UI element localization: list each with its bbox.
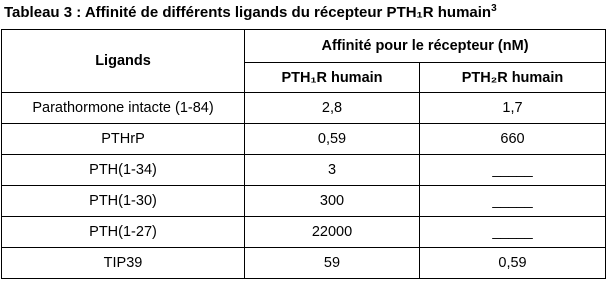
ligand-affinity-table bbox=[1, 29, 606, 279]
header-ligands: Ligands bbox=[2, 30, 245, 93]
table-row bbox=[2, 248, 606, 279]
table-row bbox=[2, 217, 606, 248]
cell-ligand: Parathormone intacte (1-84) bbox=[2, 93, 245, 124]
cell-ligand: PTH(1-34) bbox=[2, 155, 245, 186]
cell-pth1r-affinity: 2,8 bbox=[245, 93, 420, 124]
cell-ligand: PTH(1-27) bbox=[2, 217, 245, 248]
cell-pth2r-affinity: 0,59 bbox=[420, 248, 606, 279]
header-receptor-affinity: Affinité pour le récepteur (nM) bbox=[245, 30, 606, 63]
cell-ligand: PTHrP bbox=[2, 124, 245, 155]
header-pth2r-human: PTH₂R humain bbox=[420, 63, 606, 93]
table-row bbox=[2, 155, 606, 186]
cell-pth2r-affinity: _____ bbox=[420, 186, 606, 217]
header-pth1r-human: PTH₁R humain bbox=[245, 63, 420, 93]
cell-pth1r-affinity: 59 bbox=[245, 248, 420, 279]
cell-pth2r-affinity: _____ bbox=[420, 155, 606, 186]
cell-pth2r-affinity: _____ bbox=[420, 217, 606, 248]
table-row bbox=[2, 186, 606, 217]
cell-ligand: TIP39 bbox=[2, 248, 245, 279]
cell-pth2r-affinity: 660 bbox=[420, 124, 606, 155]
table-caption bbox=[4, 3, 497, 23]
cell-pth1r-affinity: 22000 bbox=[245, 217, 420, 248]
cell-pth1r-affinity: 0,59 bbox=[245, 124, 420, 155]
table-row bbox=[2, 93, 606, 124]
cell-pth2r-affinity: 1,7 bbox=[420, 93, 606, 124]
table-caption-footnote-ref: 3 bbox=[491, 3, 497, 14]
table-row bbox=[2, 124, 606, 155]
cell-pth1r-affinity: 300 bbox=[245, 186, 420, 217]
cell-ligand: PTH(1-30) bbox=[2, 186, 245, 217]
table-caption-text: Tableau 3 : Affinité de différents ligands du récepteur PTH₁R humain bbox=[4, 4, 492, 21]
cell-pth1r-affinity: 3 bbox=[245, 155, 420, 186]
